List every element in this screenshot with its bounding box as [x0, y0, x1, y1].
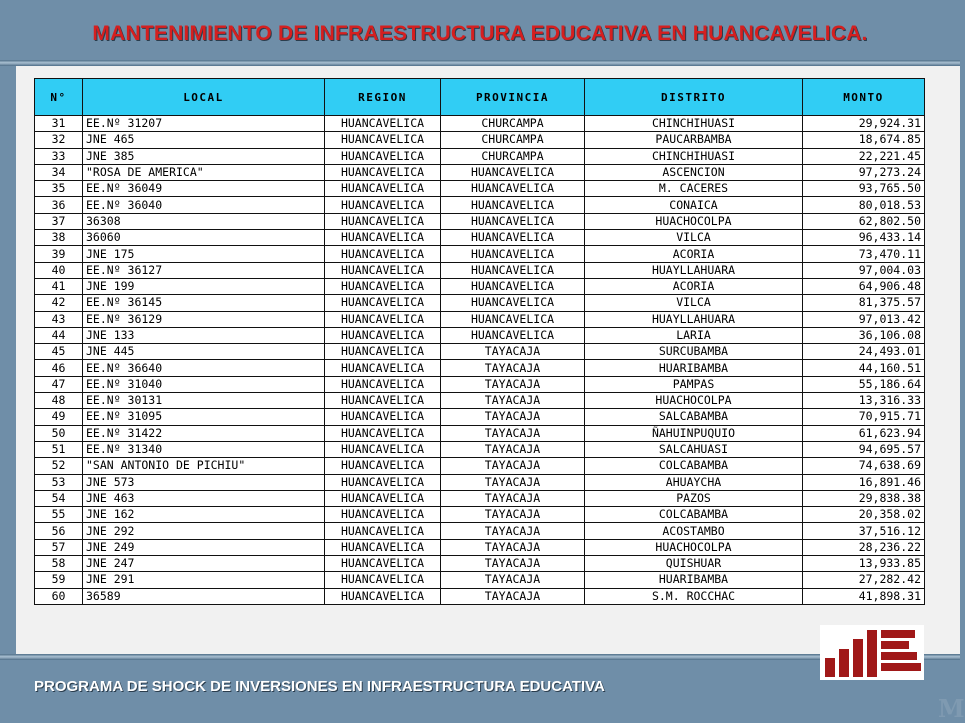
- region-cell: HUANCAVELICA: [325, 458, 441, 474]
- table-row: [35, 164, 925, 180]
- footer-divider: [0, 654, 960, 660]
- monto-cell: 94,695.57: [803, 441, 925, 457]
- provincia-cell: TAYACAJA: [441, 441, 585, 457]
- region-cell: HUANCAVELICA: [325, 148, 441, 164]
- local-cell: JNE 175: [83, 246, 325, 262]
- local-cell: EE.Nº 36040: [83, 197, 325, 213]
- region-cell: HUANCAVELICA: [325, 523, 441, 539]
- provincia-cell: HUANCAVELICA: [441, 230, 585, 246]
- provincia-cell: TAYACAJA: [441, 556, 585, 572]
- monto-cell: 28,236.22: [803, 539, 925, 555]
- provincia-cell: TAYACAJA: [441, 588, 585, 604]
- row-number: 33: [35, 148, 83, 164]
- row-number: 34: [35, 164, 83, 180]
- monto-cell: 62,802.50: [803, 213, 925, 229]
- provincia-cell: TAYACAJA: [441, 507, 585, 523]
- table-row: [35, 393, 925, 409]
- distrito-cell: CONAICA: [585, 197, 803, 213]
- row-number: 49: [35, 409, 83, 425]
- monto-cell: 61,623.94: [803, 425, 925, 441]
- row-number: 56: [35, 523, 83, 539]
- provincia-cell: HUANCAVELICA: [441, 295, 585, 311]
- region-cell: HUANCAVELICA: [325, 132, 441, 148]
- distrito-cell: QUISHUAR: [585, 556, 803, 572]
- distrito-cell: PAUCARBAMBA: [585, 132, 803, 148]
- distrito-cell: AHUAYCHA: [585, 474, 803, 490]
- row-number: 47: [35, 376, 83, 392]
- local-cell: EE.Nº 36127: [83, 262, 325, 278]
- provincia-cell: CHURCAMPA: [441, 132, 585, 148]
- row-number: 57: [35, 539, 83, 555]
- local-cell: JNE 291: [83, 572, 325, 588]
- provincia-cell: TAYACAJA: [441, 360, 585, 376]
- provincia-cell: HUANCAVELICA: [441, 278, 585, 294]
- distrito-cell: ÑAHUINPUQUIO: [585, 425, 803, 441]
- monto-cell: 22,221.45: [803, 148, 925, 164]
- provincia-cell: TAYACAJA: [441, 425, 585, 441]
- monto-cell: 97,004.03: [803, 262, 925, 278]
- distrito-cell: CHINCHIHUASI: [585, 116, 803, 132]
- region-cell: HUANCAVELICA: [325, 344, 441, 360]
- local-cell: EE.Nº 31207: [83, 116, 325, 132]
- provincia-cell: HUANCAVELICA: [441, 181, 585, 197]
- table-row: [35, 132, 925, 148]
- distrito-cell: CHINCHIHUASI: [585, 148, 803, 164]
- provincia-cell: TAYACAJA: [441, 539, 585, 555]
- row-number: 55: [35, 507, 83, 523]
- row-number: 35: [35, 181, 83, 197]
- region-cell: HUANCAVELICA: [325, 262, 441, 278]
- region-cell: HUANCAVELICA: [325, 213, 441, 229]
- local-cell: 36060: [83, 230, 325, 246]
- local-cell: JNE 465: [83, 132, 325, 148]
- table-row: [35, 409, 925, 425]
- local-cell: 36589: [83, 588, 325, 604]
- table-row: [35, 311, 925, 327]
- table-row: [35, 278, 925, 294]
- local-cell: EE.Nº 30131: [83, 393, 325, 409]
- monto-cell: 97,273.24: [803, 164, 925, 180]
- row-number: 44: [35, 327, 83, 343]
- distrito-cell: PAMPAS: [585, 376, 803, 392]
- distrito-cell: M. CACERES: [585, 181, 803, 197]
- distrito-cell: PAZOS: [585, 490, 803, 506]
- local-cell: JNE 445: [83, 344, 325, 360]
- row-number: 52: [35, 458, 83, 474]
- monto-cell: 24,493.01: [803, 344, 925, 360]
- row-number: 41: [35, 278, 83, 294]
- distrito-cell: VILCA: [585, 295, 803, 311]
- table-row: [35, 148, 925, 164]
- row-number: 36: [35, 197, 83, 213]
- distrito-cell: SALCAHUASI: [585, 441, 803, 457]
- distrito-cell: HUARIBAMBA: [585, 360, 803, 376]
- row-number: 48: [35, 393, 83, 409]
- table-container: [34, 78, 924, 605]
- row-number: 59: [35, 572, 83, 588]
- table-row: [35, 295, 925, 311]
- provincia-cell: CHURCAMPA: [441, 116, 585, 132]
- slide-title: MANTENIMIENTO DE INFRAESTRUCTURA EDUCATIVA EN HUANCAVELICA.: [92, 22, 868, 45]
- monto-cell: 13,316.33: [803, 393, 925, 409]
- row-number: 53: [35, 474, 83, 490]
- row-number: 50: [35, 425, 83, 441]
- monto-cell: 13,933.85: [803, 556, 925, 572]
- provincia-cell: TAYACAJA: [441, 344, 585, 360]
- distrito-cell: COLCABAMBA: [585, 507, 803, 523]
- region-cell: HUANCAVELICA: [325, 490, 441, 506]
- provincia-cell: TAYACAJA: [441, 393, 585, 409]
- header-local: LOCAL: [83, 79, 325, 116]
- region-cell: HUANCAVELICA: [325, 393, 441, 409]
- local-cell: JNE 162: [83, 507, 325, 523]
- monto-cell: 81,375.57: [803, 295, 925, 311]
- local-cell: "SAN ANTONIO DE PICHIU": [83, 458, 325, 474]
- table-row: [35, 360, 925, 376]
- distrito-cell: SURCUBAMBA: [585, 344, 803, 360]
- row-number: 42: [35, 295, 83, 311]
- local-cell: EE.Nº 31422: [83, 425, 325, 441]
- distrito-cell: HUARIBAMBA: [585, 572, 803, 588]
- table-row: [35, 344, 925, 360]
- monto-cell: 29,924.31: [803, 116, 925, 132]
- content-panel: [16, 66, 960, 654]
- bar-chart-logo-icon: [820, 625, 924, 680]
- region-cell: HUANCAVELICA: [325, 246, 441, 262]
- header-provincia: PROVINCIA: [441, 79, 585, 116]
- table-row: [35, 490, 925, 506]
- table-row: [35, 230, 925, 246]
- distrito-cell: ACORIA: [585, 246, 803, 262]
- region-cell: HUANCAVELICA: [325, 116, 441, 132]
- region-cell: HUANCAVELICA: [325, 425, 441, 441]
- provincia-cell: TAYACAJA: [441, 572, 585, 588]
- region-cell: HUANCAVELICA: [325, 376, 441, 392]
- provincia-cell: HUANCAVELICA: [441, 164, 585, 180]
- maintenance-table: [34, 78, 925, 605]
- distrito-cell: LARIA: [585, 327, 803, 343]
- region-cell: HUANCAVELICA: [325, 311, 441, 327]
- provincia-cell: CHURCAMPA: [441, 148, 585, 164]
- provincia-cell: TAYACAJA: [441, 474, 585, 490]
- distrito-cell: HUACHOCOLPA: [585, 393, 803, 409]
- row-number: 38: [35, 230, 83, 246]
- region-cell: HUANCAVELICA: [325, 409, 441, 425]
- distrito-cell: ACOSTAMBO: [585, 523, 803, 539]
- monto-cell: 55,186.64: [803, 376, 925, 392]
- distrito-cell: S.M. ROCCHAC: [585, 588, 803, 604]
- region-cell: HUANCAVELICA: [325, 474, 441, 490]
- local-cell: "ROSA DE AMERICA": [83, 164, 325, 180]
- monto-cell: 97,013.42: [803, 311, 925, 327]
- region-cell: HUANCAVELICA: [325, 539, 441, 555]
- row-number: 60: [35, 588, 83, 604]
- monto-cell: 37,516.12: [803, 523, 925, 539]
- region-cell: HUANCAVELICA: [325, 507, 441, 523]
- table-row: [35, 197, 925, 213]
- table-row: [35, 458, 925, 474]
- distrito-cell: HUAYLLAHUARA: [585, 262, 803, 278]
- provincia-cell: HUANCAVELICA: [441, 246, 585, 262]
- distrito-cell: COLCABAMBA: [585, 458, 803, 474]
- monto-cell: 73,470.11: [803, 246, 925, 262]
- row-number: 54: [35, 490, 83, 506]
- region-cell: HUANCAVELICA: [325, 360, 441, 376]
- provincia-cell: TAYACAJA: [441, 490, 585, 506]
- region-cell: HUANCAVELICA: [325, 572, 441, 588]
- region-cell: HUANCAVELICA: [325, 278, 441, 294]
- header-monto: MONTO: [803, 79, 925, 116]
- row-number: 46: [35, 360, 83, 376]
- row-number: 45: [35, 344, 83, 360]
- row-number: 51: [35, 441, 83, 457]
- provincia-cell: TAYACAJA: [441, 458, 585, 474]
- distrito-cell: VILCA: [585, 230, 803, 246]
- local-cell: EE.Nº 36640: [83, 360, 325, 376]
- provincia-cell: TAYACAJA: [441, 409, 585, 425]
- table-row: [35, 474, 925, 490]
- local-cell: EE.Nº 36049: [83, 181, 325, 197]
- row-number: 39: [35, 246, 83, 262]
- monto-cell: 36,106.08: [803, 327, 925, 343]
- provincia-cell: HUANCAVELICA: [441, 197, 585, 213]
- table-row: [35, 572, 925, 588]
- provincia-cell: HUANCAVELICA: [441, 327, 585, 343]
- region-cell: HUANCAVELICA: [325, 556, 441, 572]
- table-row: [35, 441, 925, 457]
- table-row: [35, 181, 925, 197]
- monto-cell: 96,433.14: [803, 230, 925, 246]
- region-cell: HUANCAVELICA: [325, 181, 441, 197]
- table-row: [35, 246, 925, 262]
- monto-cell: 80,018.53: [803, 197, 925, 213]
- monto-cell: 16,891.46: [803, 474, 925, 490]
- row-number: 32: [35, 132, 83, 148]
- corner-watermark: M: [938, 694, 965, 723]
- table-row: [35, 213, 925, 229]
- distrito-cell: ACORIA: [585, 278, 803, 294]
- provincia-cell: HUANCAVELICA: [441, 311, 585, 327]
- monto-cell: 93,765.50: [803, 181, 925, 197]
- local-cell: JNE 385: [83, 148, 325, 164]
- local-cell: JNE 199: [83, 278, 325, 294]
- provincia-cell: TAYACAJA: [441, 523, 585, 539]
- table-body: [35, 116, 925, 605]
- local-cell: JNE 463: [83, 490, 325, 506]
- table-row: [35, 507, 925, 523]
- table-row: [35, 327, 925, 343]
- monto-cell: 70,915.71: [803, 409, 925, 425]
- region-cell: HUANCAVELICA: [325, 197, 441, 213]
- monto-cell: 20,358.02: [803, 507, 925, 523]
- local-cell: 36308: [83, 213, 325, 229]
- monto-cell: 29,838.38: [803, 490, 925, 506]
- region-cell: HUANCAVELICA: [325, 588, 441, 604]
- row-number: 58: [35, 556, 83, 572]
- local-cell: JNE 247: [83, 556, 325, 572]
- local-cell: JNE 133: [83, 327, 325, 343]
- region-cell: HUANCAVELICA: [325, 295, 441, 311]
- table-row: [35, 262, 925, 278]
- local-cell: EE.Nº 36145: [83, 295, 325, 311]
- local-cell: JNE 573: [83, 474, 325, 490]
- table-row: [35, 376, 925, 392]
- row-number: 40: [35, 262, 83, 278]
- monto-cell: 27,282.42: [803, 572, 925, 588]
- local-cell: JNE 292: [83, 523, 325, 539]
- distrito-cell: HUACHOCOLPA: [585, 539, 803, 555]
- distrito-cell: HUAYLLAHUARA: [585, 311, 803, 327]
- monto-cell: 44,160.51: [803, 360, 925, 376]
- table-row: [35, 116, 925, 132]
- provincia-cell: TAYACAJA: [441, 376, 585, 392]
- table-row: [35, 588, 925, 604]
- row-number: 43: [35, 311, 83, 327]
- region-cell: HUANCAVELICA: [325, 441, 441, 457]
- row-number: 37: [35, 213, 83, 229]
- local-cell: EE.Nº 31095: [83, 409, 325, 425]
- header-number: N°: [35, 79, 83, 116]
- local-cell: EE.Nº 31040: [83, 376, 325, 392]
- monto-cell: 74,638.69: [803, 458, 925, 474]
- footer-program-label: PROGRAMA DE SHOCK DE INVERSIONES EN INFRAESTRUCTURA EDUCATIVA: [34, 678, 605, 695]
- table-row: [35, 539, 925, 555]
- table-row: [35, 523, 925, 539]
- provincia-cell: HUANCAVELICA: [441, 213, 585, 229]
- region-cell: HUANCAVELICA: [325, 164, 441, 180]
- monto-cell: 18,674.85: [803, 132, 925, 148]
- distrito-cell: HUACHOCOLPA: [585, 213, 803, 229]
- provincia-cell: HUANCAVELICA: [441, 262, 585, 278]
- distrito-cell: ASCENCION: [585, 164, 803, 180]
- local-cell: EE.Nº 31340: [83, 441, 325, 457]
- header-region: REGION: [325, 79, 441, 116]
- local-cell: JNE 249: [83, 539, 325, 555]
- local-cell: EE.Nº 36129: [83, 311, 325, 327]
- distrito-cell: SALCABAMBA: [585, 409, 803, 425]
- table-row: [35, 425, 925, 441]
- monto-cell: 41,898.31: [803, 588, 925, 604]
- region-cell: HUANCAVELICA: [325, 230, 441, 246]
- region-cell: HUANCAVELICA: [325, 327, 441, 343]
- header-distrito: DISTRITO: [585, 79, 803, 116]
- table-row: [35, 556, 925, 572]
- table-header-row: [35, 79, 925, 116]
- monto-cell: 64,906.48: [803, 278, 925, 294]
- row-number: 31: [35, 116, 83, 132]
